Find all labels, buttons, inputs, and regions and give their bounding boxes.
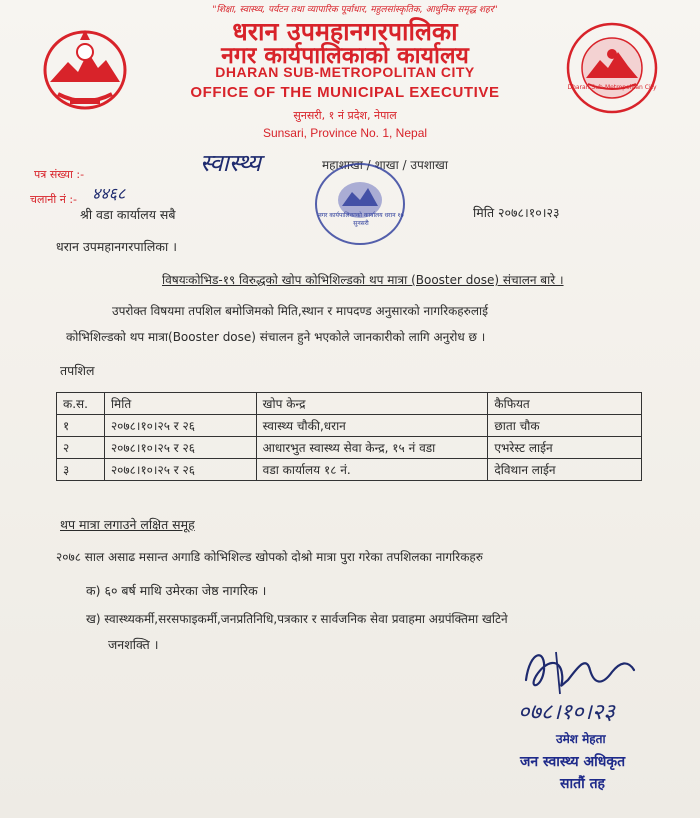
recipient-line-2: धरान उपमहानगरपालिका । bbox=[56, 239, 177, 254]
signatory-title: जन स्वास्थ्य अधिकृत bbox=[520, 754, 626, 770]
table-cell: २०७८।१०।२५ र २६ bbox=[104, 459, 256, 481]
table-cell: छाता चौक bbox=[488, 415, 642, 437]
table-header-row bbox=[57, 393, 642, 415]
letter-date: मिति २०७८।१०।२३ bbox=[473, 205, 560, 220]
target-item-b-line-2: जनशक्ति । bbox=[108, 637, 159, 652]
tapsil-label: तपशिल bbox=[60, 363, 95, 378]
table-cell: वडा कार्यालय १८ नं. bbox=[256, 459, 488, 481]
signature-scribble-icon bbox=[516, 640, 676, 700]
table-row bbox=[57, 459, 642, 481]
subject-line: विषयःकोभिड-१९ विरुद्धको खोप कोभिशिल्डको थप मात्रा (Booster dose) संचालन बारे । bbox=[162, 273, 564, 287]
table-cell: ३ bbox=[57, 459, 105, 481]
stamp-caption: नगर कार्यपालिकाको कार्यालय धरान १७ सुनसरी bbox=[318, 212, 404, 227]
table-row bbox=[57, 415, 642, 437]
table-cell: स्वास्थ्य चौकी,धरान bbox=[256, 415, 488, 437]
recipient-line-1: श्री वडा कार्यालय सबै bbox=[80, 207, 176, 222]
table-header-cell: मिति bbox=[104, 393, 256, 415]
dispatch-no-label: चलानी नं :- bbox=[30, 193, 78, 206]
target-item-a: क) ६० बर्ष माथि उमेरका जेष्ठ नागरिक । bbox=[86, 583, 267, 598]
target-item-b-line-1: ख) स्वास्थ्यकर्मी,सरसफाइकर्मी,जनप्रतिनिधि,पत्रकार र सार्वजनिक सेवा प्रवाहमा अग्रपंक्तिमा खटिने bbox=[86, 612, 508, 626]
address-english: Sunsari, Province No. 1, Nepal bbox=[262, 126, 428, 140]
office-stamp-icon bbox=[312, 160, 408, 248]
table-header-cell: कैफियत bbox=[488, 393, 642, 415]
title-english-office: OFFICE OF THE MUNICIPAL EXECUTIVE bbox=[190, 84, 500, 101]
motto: "शिक्षा, स्वास्थ्य, पर्यटन तथा व्यापारिक पूर्वाधार, महुलसांस्कृतिक, आधुनिक समृद्ध शहर" bbox=[212, 5, 498, 15]
dispatch-no-value: ४४६८ bbox=[92, 184, 126, 203]
table-cell: २ bbox=[57, 437, 105, 459]
nepal-emblem-icon bbox=[40, 22, 130, 112]
target-group-intro: २०७८ साल असाढ मसान्त अगाडि कोभिशिल्ड खोपको दोश्रो मात्रा पुरा गरेका तपशिलका नागरिकहरु bbox=[56, 550, 483, 564]
table-header-cell: क.स. bbox=[57, 393, 105, 415]
body-para-line-2: कोभिशिल्डको थप मात्रा(Booster dose) संचालन हुने भएकोले जानकारीको लागि अनुरोध छ । bbox=[66, 330, 486, 344]
signatory-name: उमेश मेहता bbox=[556, 732, 606, 746]
address-nepali: सुनसरी, १ नं प्रदेश, नेपाल bbox=[293, 109, 397, 122]
table-cell: १ bbox=[57, 415, 105, 437]
vaccination-schedule-table bbox=[56, 392, 642, 481]
table-cell: २०७८।१०।२५ र २६ bbox=[104, 437, 256, 459]
signature-date: ०७८।१०।२३ bbox=[518, 700, 615, 725]
division-label: महाशाखा / शाखा / उपशाखा bbox=[322, 158, 448, 172]
target-group-heading: थप मात्रा लगाउने लक्षित समूह bbox=[60, 517, 195, 532]
division-handwritten: स्वास्थ्य bbox=[200, 149, 261, 177]
title-nepali-city: धरान उपमहानगरपालिका bbox=[232, 17, 458, 46]
table-header-cell: खोप केन्द्र bbox=[256, 393, 488, 415]
table-row bbox=[57, 437, 642, 459]
table-cell: एभरेस्ट लाईन bbox=[488, 437, 642, 459]
letter-no-label: पत्र संख्या :- bbox=[34, 168, 85, 181]
table-cell: २०७८।१०।२५ र २६ bbox=[104, 415, 256, 437]
body-para-line-1: उपरोक्त विषयमा तपशिल बमोजिमको मिति,स्थान र मापदण्ड अनुसारको नागरिकहरुलाई bbox=[112, 304, 488, 318]
title-nepali-office: नगर कार्यपालिकाको कार्यालय bbox=[221, 43, 469, 69]
table-cell: देविथान लाईन bbox=[488, 459, 642, 481]
title-english-city: DHARAN SUB-METROPOLITAN CITY bbox=[215, 64, 475, 80]
table-cell: आधारभुत स्वास्थ्य सेवा केन्द्र, १५ नं वडा bbox=[256, 437, 488, 459]
seal-caption: Dharan Sub-Metropolitan City bbox=[567, 84, 657, 91]
signatory-level: सातौं तह bbox=[560, 776, 605, 792]
city-seal-icon bbox=[564, 20, 660, 116]
